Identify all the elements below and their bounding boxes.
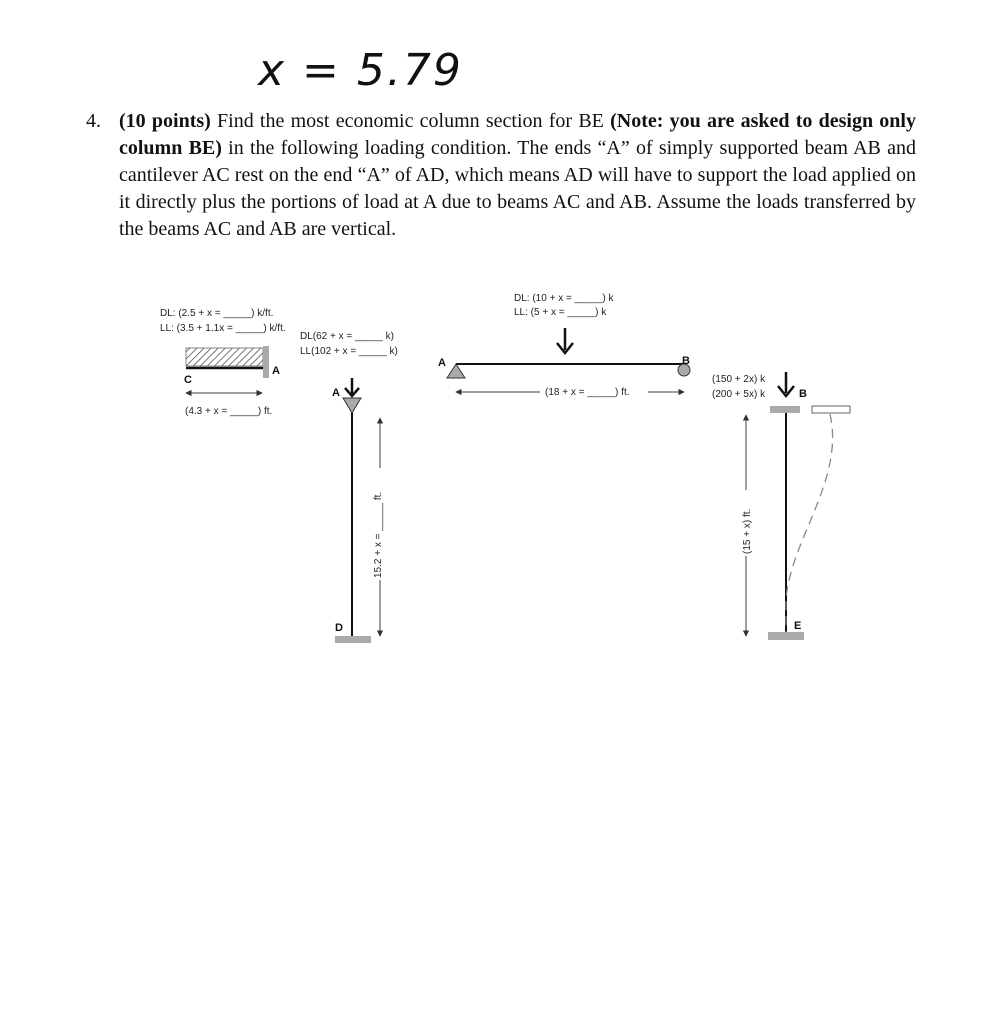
problem-text-part1: Find the most economic column section for BE [210,110,611,132]
column-be-load1-label: (150 + 2x) k [712,374,766,385]
column-be [712,372,850,640]
problem-note: (Note: you are asked to design only column BE) [119,110,916,159]
buckled-shape [786,414,833,632]
cantilever-ac [160,308,286,417]
beam-dl-label: DL: (10 + x = _____) k [514,293,614,304]
cantilever-span-label: (4.3 + x = _____) ft. [185,406,273,417]
fixed-support [263,346,269,378]
beam-span-label: (18 + x = _____) ft. [545,387,630,398]
column-ad-label-a: A [332,387,340,399]
column-be-deflected-top [812,406,850,413]
beam-label-b: B [682,355,690,367]
pin-support [343,398,361,413]
base-support [335,636,371,643]
column-be-label-e: E [794,620,802,632]
column-be-load2-label: (200 + 5x) k [712,389,766,400]
column-be-top-support [770,406,800,413]
column-be-height-label: (15 + x) ft. [742,508,753,554]
cantilever-label-a: A [272,365,280,377]
column-ad-dl-label: DL(62 + x = _____ k) [300,331,394,342]
cantilever-ll-label: LL: (3.5 + 1.1x = _____) k/ft. [160,323,286,334]
beam-ll-label: LL: (5 + x = _____) k [514,307,607,318]
problem-text-part2: in the following loading condition. The ends “A” of simply supported beam AB and cantilever AC rest on the end “A” of AD, which means AD will have to support the load applied on it directly plus the portions of load at A due to beams AC and AB. Assume the loads transferred by the beams AC and AB are vertical. [119,137,916,240]
column-ad [300,331,398,643]
beam-label-a: A [438,357,446,369]
column-be-label-b: B [799,388,807,400]
beam-ab [438,293,690,398]
column-be-base-support [768,632,804,640]
column-ad-label-d: D [335,622,343,634]
handwritten-answer: x = 5.79 [258,45,463,96]
column-ad-height-label: 15.2 + x = _____ ft. [373,491,384,578]
cantilever-label-c: C [184,374,192,386]
cantilever-dl-label: DL: (2.5 + x = _____) k/ft. [160,308,274,319]
distributed-load [186,348,263,366]
column-ad-ll-label: LL(102 + x = _____ k) [300,346,398,357]
problem-number: 4. [86,110,101,132]
problem-points: (10 points) [119,110,211,132]
beam-pin-support [447,364,465,378]
